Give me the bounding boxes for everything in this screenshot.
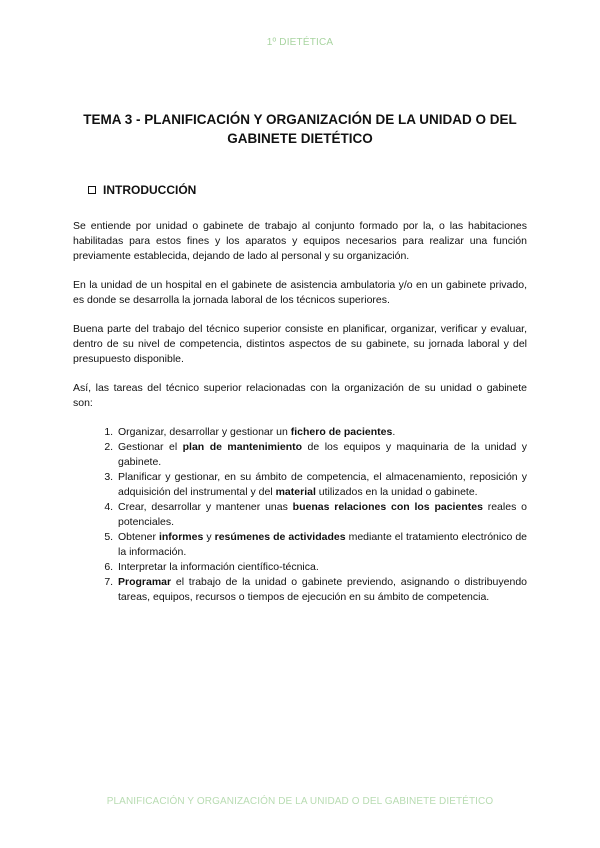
list-item-text: . [392, 426, 396, 438]
list-item-bold: Programar [118, 576, 172, 588]
paragraph: En la unidad de un hospital en el gabinete de asistencia ambulatoria y/o en un gabinete privado, es donde se desarrolla la jornada laboral de los técnicos superiores. [73, 279, 527, 306]
section-heading-text: INTRODUCCIÓN [103, 183, 197, 197]
list-item-text: Planificar y gestionar, en su ámbito de competencia, el almacenamiento, reposición y adquisición del instrumental y del [118, 471, 527, 498]
list-item [116, 440, 527, 470]
title-line-1: TEMA 3 - PLANIFICACIÓN Y ORGANIZACIÓN DE LA UNIDAD O DEL [83, 112, 517, 127]
section-heading [88, 183, 196, 197]
document-title [60, 110, 540, 148]
checkbox-bullet-icon [88, 186, 96, 194]
page-footer: PLANIFICACIÓN Y ORGANIZACIÓN DE LA UNIDAD O DEL GABINETE DIETÉTICO [106, 796, 494, 807]
list-item-bold: informes [158, 531, 204, 543]
list-item-text: reales o potenciales. [118, 501, 527, 528]
list-item [116, 500, 527, 530]
list-item-bold: plan de mantenimiento [182, 441, 303, 453]
list-item-text: Obtener [118, 531, 159, 543]
list-item [116, 470, 527, 500]
list-item-bold: material [275, 486, 316, 498]
paragraph: Se entiende por unidad o gabinete de trabajo al conjunto formado por la, o las habitaciones habilitadas para estos fines y los aparatos y equipos necesarios para realizar una función previamente establecida, dejando de lado al personal y su organización. [73, 220, 527, 262]
list-item-text: mediante el tratamiento electrónico de la información. [118, 531, 528, 558]
list-item-bold: fichero de pacientes [290, 426, 393, 438]
title-line-2: GABINETE DIETÉTICO [227, 131, 373, 146]
list-item [116, 575, 527, 605]
list-item-text: Organizar, desarrollar y gestionar un [118, 426, 291, 438]
list-item [116, 560, 527, 575]
list-item-text: utilizados en la unidad o gabinete. [315, 486, 478, 498]
list-item-text: de los equipos y maquinaria de la unidad y gabinete. [118, 441, 528, 468]
paragraph: Buena parte del trabajo del técnico superior consiste en planificar, organizar, verificar y evaluar, dentro de su nivel de competencia, distintos aspectos de su gabinete, su jornada laboral y del presupuesto disponible. [73, 323, 527, 365]
document-body [73, 219, 527, 605]
list-item-text: Crear, desarrollar y mantener unas [118, 501, 293, 513]
list-item [116, 425, 527, 440]
list-item-bold: resúmenes de actividades [214, 531, 346, 543]
list-item [116, 530, 527, 560]
list-item-text: y [203, 531, 215, 543]
list-item-text: el trabajo de la unidad o gabinete previendo, asignando o distribuyendo tareas, equipos, recursos o tiempos de ejecución en su ámbito de competencia. [118, 576, 527, 603]
paragraph: Así, las tareas del técnico superior relacionadas con la organización de su unidad o gabinete son: [73, 382, 527, 409]
page-header: 1º DIETÉTICA [266, 37, 334, 48]
list-item-bold: buenas relaciones con los pacientes [292, 501, 483, 513]
list-item-text: Gestionar el [118, 441, 183, 453]
list-item-text: Interpretar la información científico-técnica. [118, 561, 319, 573]
task-list [73, 425, 527, 605]
